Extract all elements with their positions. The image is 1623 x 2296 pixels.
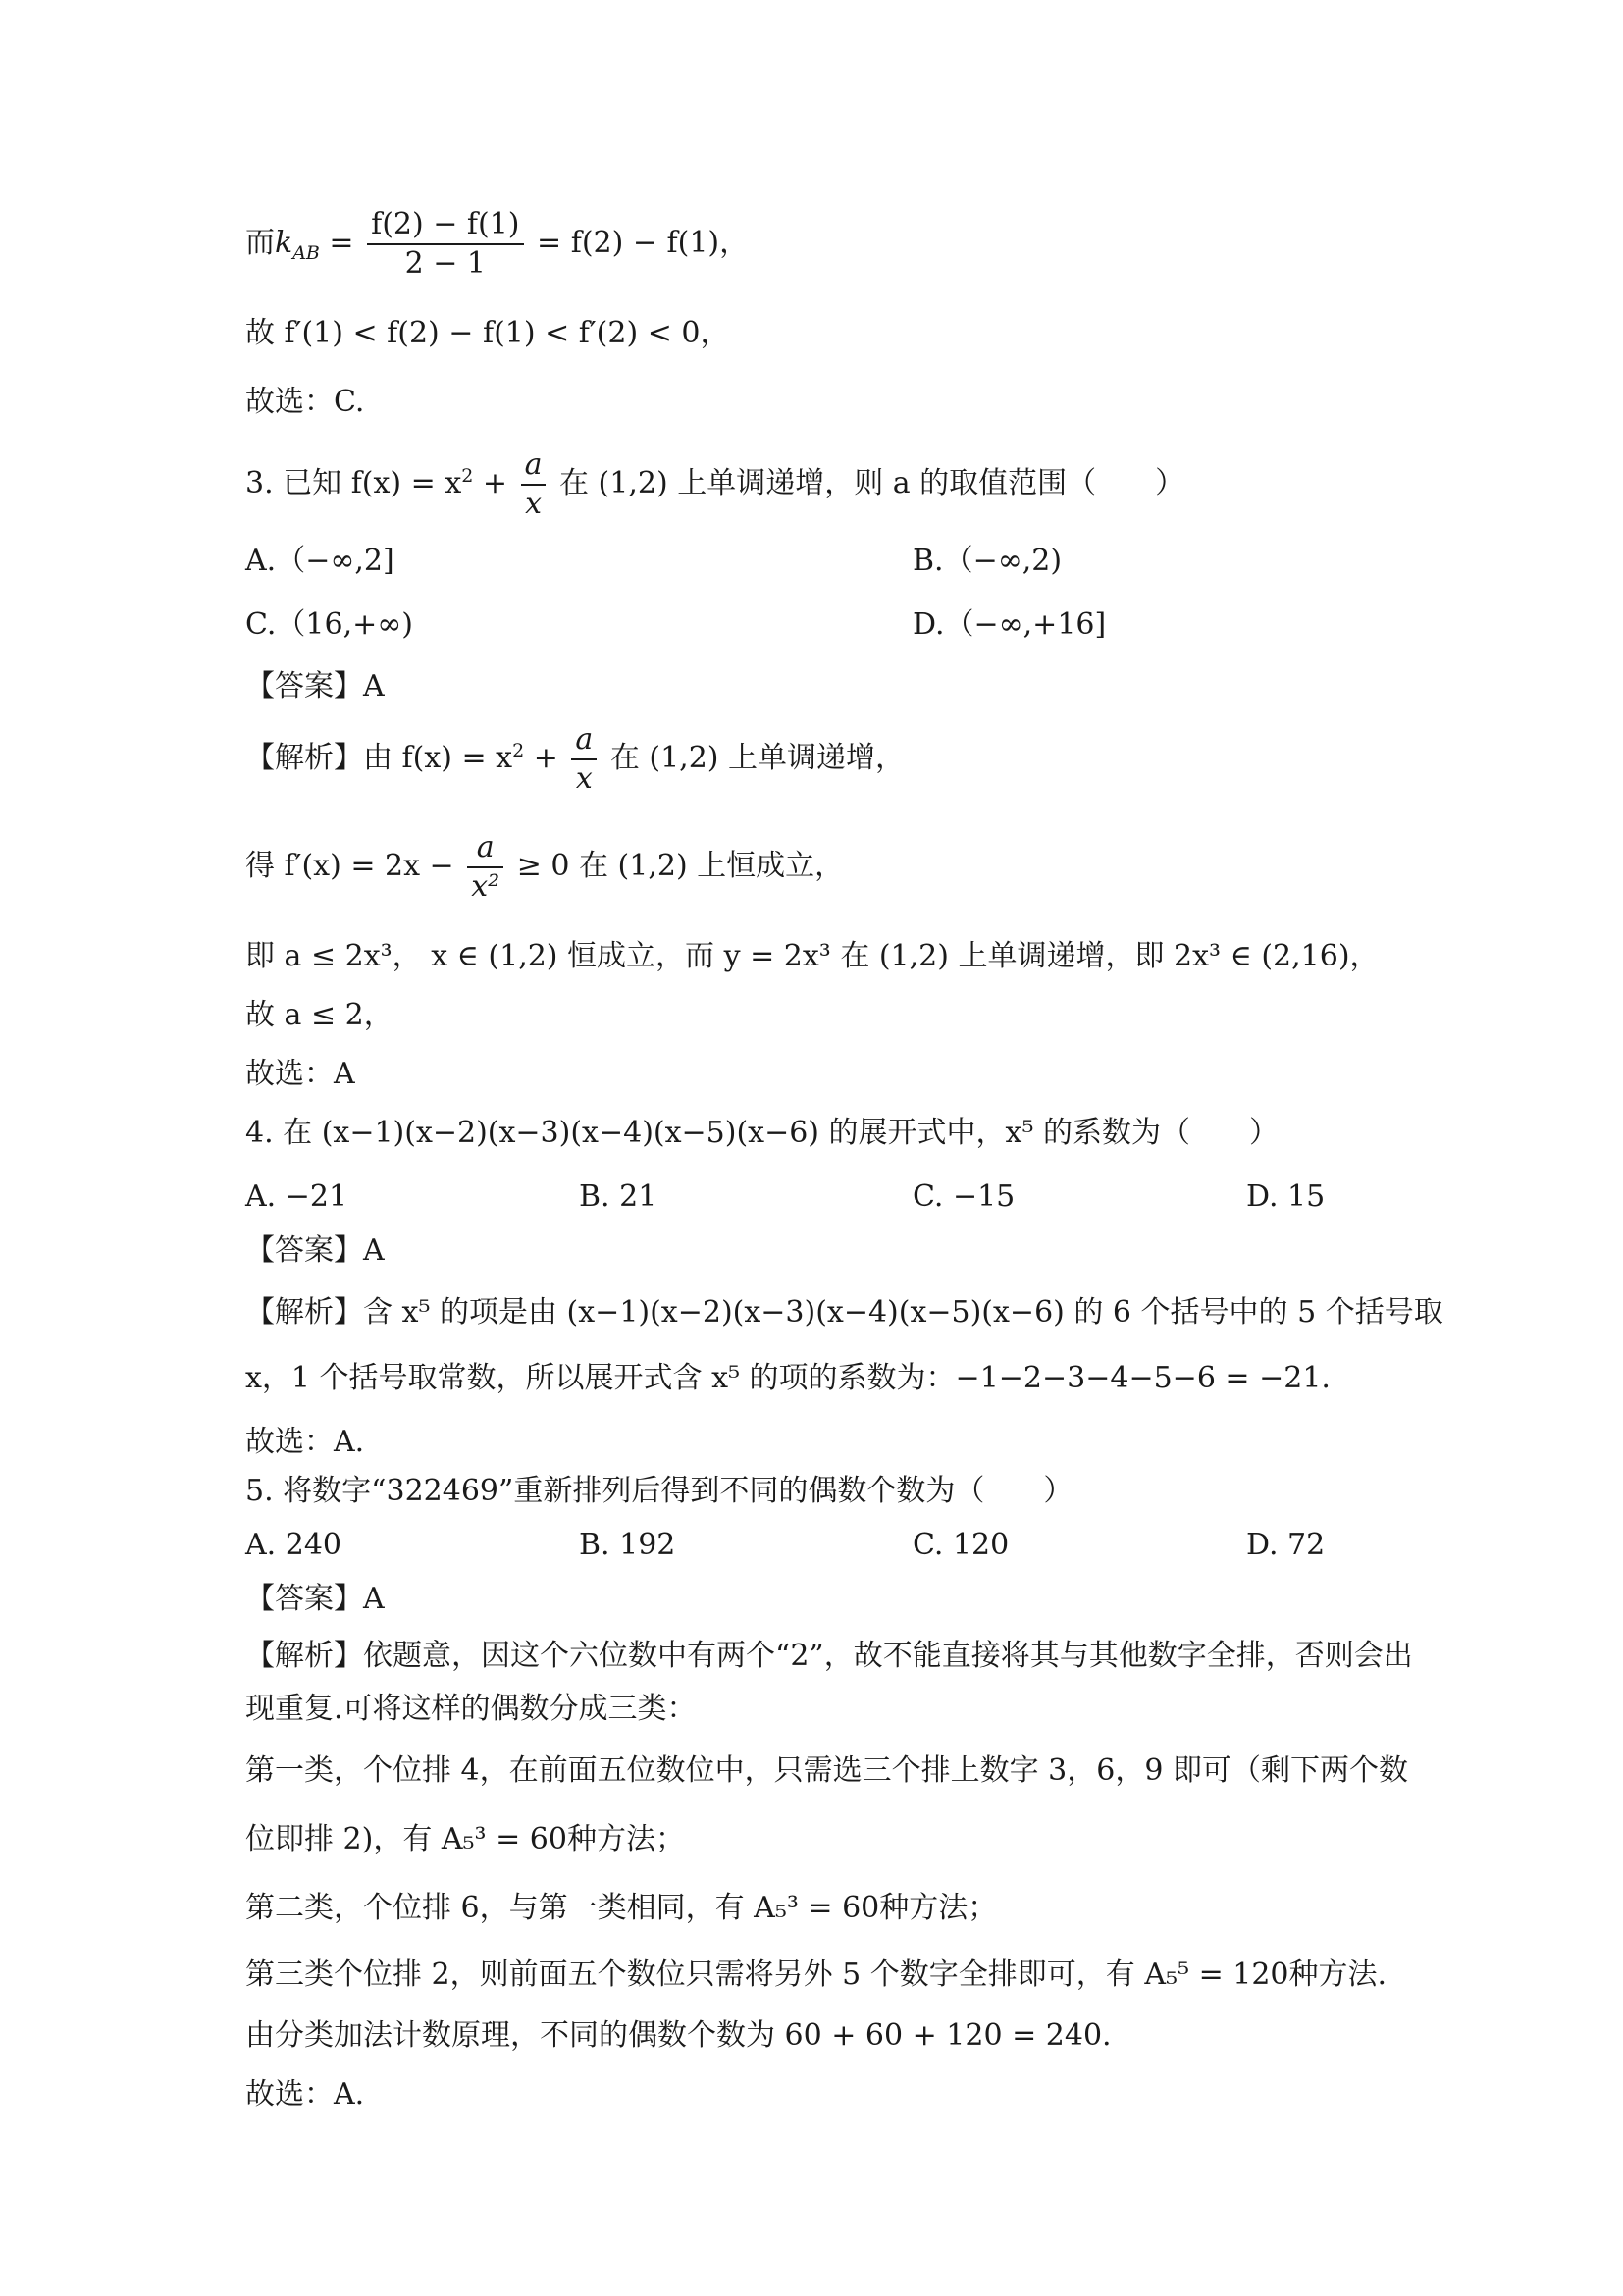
option-b: B. 21 [579, 1179, 657, 1214]
analysis-line: 【解析】依题意，因这个六位数中有两个“2”，故不能直接将其与其他数字全排，否则会出 [245, 1639, 1413, 1673]
plus-sign: + [524, 741, 568, 775]
text-segment: 在 (1,2) 上单调递增， [601, 741, 906, 775]
inequality-line: 故 f′(1) < f(2) − f(1) < f′(2) < 0， [245, 316, 730, 350]
analysis-line: 第二类，个位排 6，与第一类相同，有 A₅³ = 60种方法； [245, 1891, 998, 1925]
fraction [521, 446, 547, 523]
slope-symbol: k [275, 226, 293, 260]
option-c: C. −15 [913, 1179, 1016, 1214]
option-b: B.（−∞,2) [913, 544, 1063, 578]
fraction-numerator: a [521, 446, 547, 486]
fraction [367, 206, 523, 283]
answer-label: 【答案】A [245, 669, 385, 704]
analysis-line: 位即排 2)，有 A₅³ = 60种方法； [245, 1822, 685, 1856]
fraction-numerator: a [467, 829, 503, 868]
exponent: 2 [512, 740, 525, 761]
answer-label: 【答案】A [245, 1233, 385, 1268]
answer-choice-line: 故选：C. [245, 385, 365, 419]
analysis-line: 现重复.可将这样的偶数分成三类： [245, 1692, 697, 1726]
analysis-line [245, 829, 844, 906]
slope-equation-line [245, 206, 749, 283]
text-segment: 而 [245, 226, 275, 260]
fraction-numerator: a [571, 721, 597, 760]
analysis-line: 故选：A. [245, 2077, 365, 2112]
fraction [571, 721, 597, 798]
analysis-line: 即 a ≤ 2x³， x ∈ (1,2) 恒成立，而 y = 2x³ 在 (1,2) 上单调递增，即 2x³ ∈ (2,16)， [245, 939, 1380, 973]
analysis-line: x，1 个括号取常数，所以展开式含 x⁵ 的项的系数为：−1−2−3−4−5−6 = −21. [245, 1361, 1331, 1395]
analysis-line: 故选：A [245, 1057, 355, 1091]
question-3-stem [245, 446, 1184, 523]
option-a: A. 240 [245, 1528, 341, 1562]
fraction-denominator: x² [471, 869, 500, 904]
answer-label: 【答案】A [245, 1582, 385, 1616]
analysis-line: 第三类个位排 2，则前面五个数位只需将另外 5 个数字全排即可，有 A₅⁵ = 120种方法. [245, 1957, 1387, 1992]
question-4-stem: 4. 在 (x−1)(x−2)(x−3)(x−4)(x−5)(x−6) 的展开式中，x⁵ 的系数为（ ） [245, 1116, 1280, 1150]
text-segment: 得 f′(x) = 2x − [245, 849, 464, 883]
fraction [467, 829, 503, 906]
option-a: A.（−∞,2] [245, 544, 394, 578]
analysis-line: 故选：A. [245, 1425, 365, 1459]
text-segment: 【解析】由 f(x) = x [245, 741, 513, 775]
fraction-denominator: x [575, 761, 593, 796]
exponent: 2 [461, 465, 474, 487]
plus-sign: + [473, 466, 517, 500]
analysis-line: 【解析】含 x⁵ 的项是由 (x−1)(x−2)(x−3)(x−4)(x−5)(x−6) 的 6 个括号中的 5 个括号取 [245, 1295, 1443, 1330]
fraction-denominator: x [525, 487, 542, 521]
option-d: D.（−∞,+16] [913, 607, 1107, 642]
analysis-line: 由分类加法计数原理，不同的偶数个数为 60 + 60 + 120 = 240. [245, 2018, 1112, 2053]
text-segment: = f(2) − f(1)， [527, 226, 750, 260]
analysis-line: 故 a ≤ 2， [245, 998, 393, 1032]
fraction-numerator: f(2) − f(1) [367, 206, 523, 245]
question-5-stem: 5. 将数字“322469”重新排列后得到不同的偶数个数为（ ） [245, 1474, 1073, 1508]
analysis-line [245, 721, 905, 798]
analysis-line: 第一类，个位排 4，在前面五位数位中，只需选三个排上数字 3，6，9 即可（剩下两个数 [245, 1753, 1408, 1788]
text-segment: 在 (1,2) 上单调递增，则 a 的取值范围（ ） [550, 466, 1185, 500]
text-segment: 3. 已知 f(x) = x [245, 466, 462, 500]
option-a: A. −21 [245, 1179, 348, 1214]
text-segment: ≥ 0 在 (1,2) 上恒成立， [507, 849, 845, 883]
option-c: C.（16,+∞) [245, 607, 413, 642]
equals-sign: = [319, 226, 364, 260]
fraction-denominator: 2 − 1 [404, 246, 486, 281]
option-d: D. 15 [1246, 1179, 1326, 1214]
option-c: C. 120 [913, 1528, 1010, 1562]
slope-subscript: AB [292, 242, 320, 264]
option-d: D. 72 [1246, 1528, 1326, 1562]
option-b: B. 192 [579, 1528, 676, 1562]
